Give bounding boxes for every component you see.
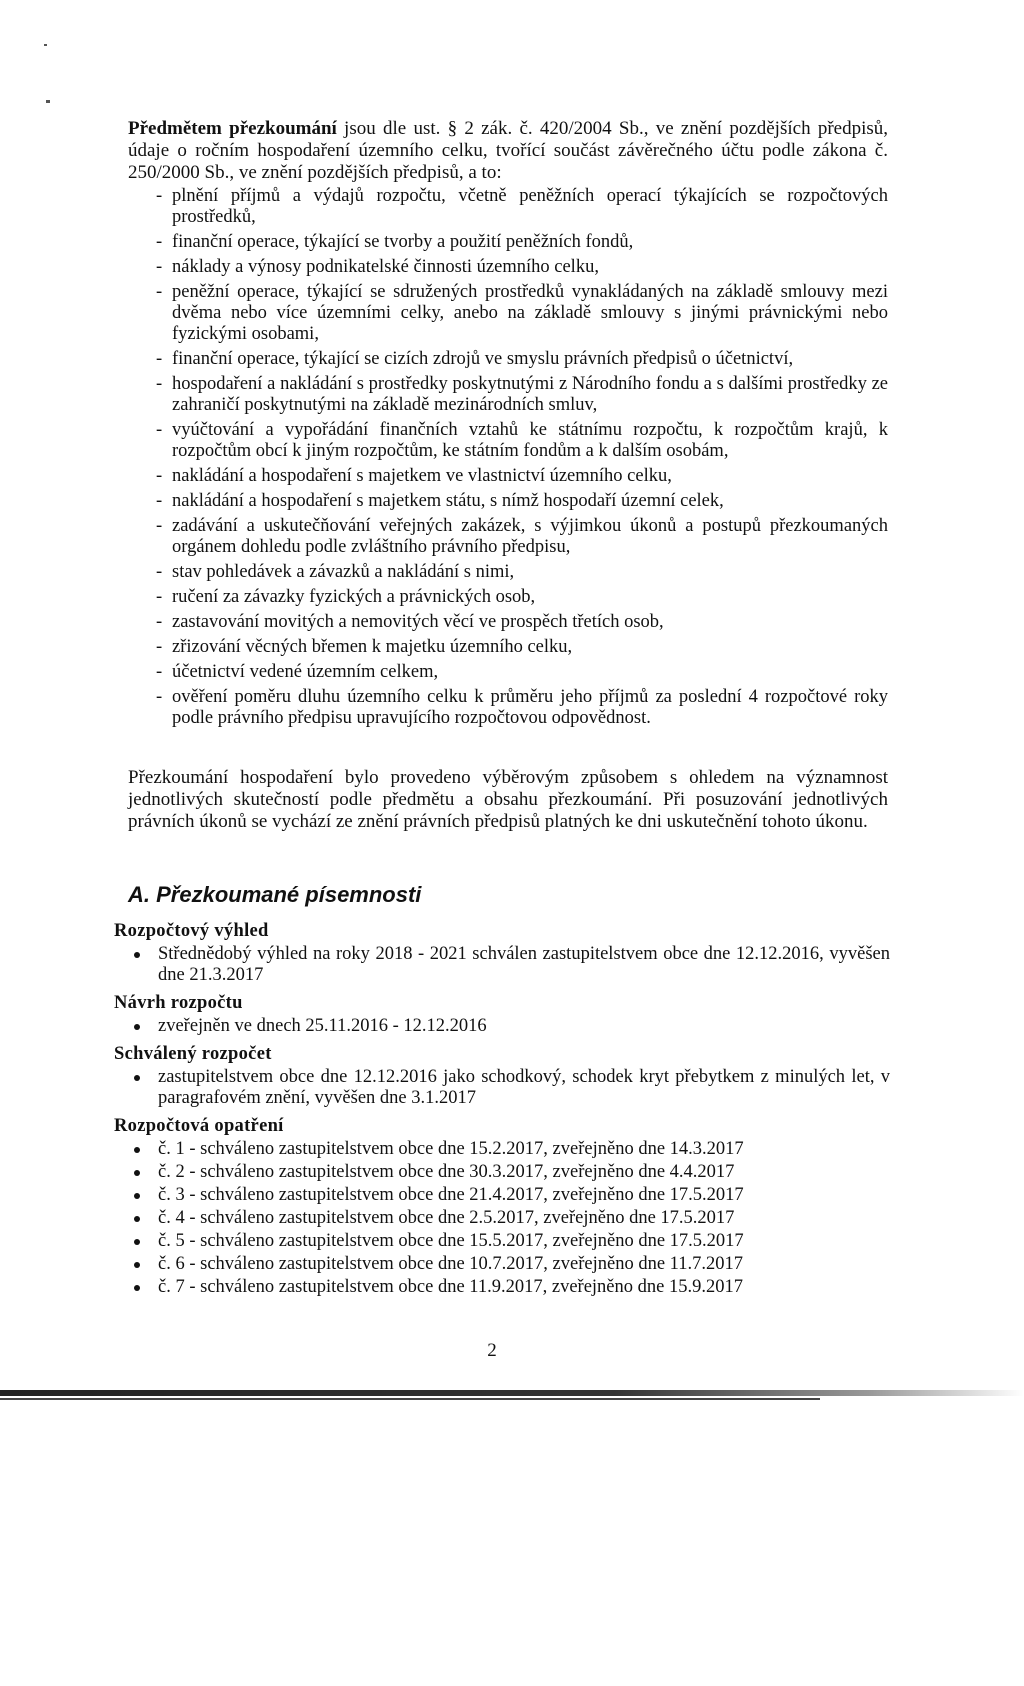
document-item xyxy=(114,944,890,986)
document-group-heading: Rozpočtová opatření xyxy=(114,1116,284,1136)
intro-paragraph xyxy=(128,118,888,184)
document-item xyxy=(114,1254,890,1275)
document-group-heading: Schválený rozpočet xyxy=(114,1044,272,1064)
document-group-list xyxy=(114,1139,890,1298)
scope-item: - nakládání a hospodaření s majetkem státu, s nímž hospodaří územní celek, xyxy=(128,491,888,512)
scan-edge-rule xyxy=(0,1390,1024,1396)
scope-item: - zadávání a uskutečňování veřejných zakázek, s výjimkou úkonů a postupů přezkoumaných orgánem dohledu podle zvláštního právního předpisu, xyxy=(128,516,888,558)
bullet-icon xyxy=(134,1193,140,1199)
section-a-title: A. Přezkoumané písemnosti xyxy=(128,882,422,907)
scope-item: - finanční operace, týkající se tvorby a použití peněžních fondů, xyxy=(128,232,888,253)
document-item xyxy=(114,1277,890,1298)
bullet-icon xyxy=(134,1285,140,1291)
method-paragraph: Přezkoumání hospodaření bylo provedeno výběrovým způsobem s ohledem na významnost jednotlivých skutečností podle předmětu a obsahu přezkoumání. Při posuzování jednotlivých právních úkonů se vychází ze znění právních předpisů platných ke dni uskutečnění tohoto úkonu. xyxy=(128,767,888,832)
bullet-icon xyxy=(134,1075,140,1081)
scope-list xyxy=(128,186,888,729)
scan-speck xyxy=(46,100,50,103)
scope-item: - peněžní operace, týkající se sdružených prostředků vynakládaných na základě smlouvy mezi dvěma nebo více územními celky, anebo na základě smlouvy s jinými právnickými nebo fyzickými osobami, xyxy=(128,282,888,345)
scope-item: - ručení za závazky fyzických a právnických osob, xyxy=(128,587,888,608)
document-item-text: č. 2 - schváleno zastupitelstvem obce dne 30.3.2017, zveřejněno dne 4.4.2017 xyxy=(158,1162,735,1182)
scope-item: - finanční operace, týkající se cizích zdrojů ve smyslu právních předpisů o účetnictví, xyxy=(128,349,888,370)
intro-block xyxy=(128,118,888,733)
bullet-icon xyxy=(134,1262,140,1268)
document-item xyxy=(114,1067,890,1109)
document-item-text: zveřejněn ve dnech 25.11.2016 - 12.12.2016 xyxy=(158,1016,487,1036)
document-item xyxy=(114,1185,890,1206)
bullet-icon xyxy=(134,1147,140,1153)
document-group-heading: Rozpočtový výhled xyxy=(114,921,269,941)
document-item xyxy=(114,1139,890,1160)
document-group-list xyxy=(114,1016,890,1037)
bullet-icon xyxy=(134,1024,140,1030)
document-item-text: č. 7 - schváleno zastupitelstvem obce dne 11.9.2017, zveřejněno dne 15.9.2017 xyxy=(158,1277,743,1297)
document-item-text: č. 4 - schváleno zastupitelstvem obce dne 2.5.2017, zveřejněno dne 17.5.2017 xyxy=(158,1208,735,1228)
bullet-icon xyxy=(134,1239,140,1245)
document-group-heading: Návrh rozpočtu xyxy=(114,993,243,1013)
intro-text: jsou dle ust. § 2 zák. č. 420/2004 Sb., ve znění pozdějších předpisů, údaje o ročním hospodaření územního celku, tvořící součást závěrečného účtu podle zákona č. 250/2000 Sb., ve znění pozdějších předpisů, a to: xyxy=(128,118,888,183)
document-item xyxy=(114,1208,890,1229)
document-item xyxy=(114,1016,890,1037)
document-group-list xyxy=(114,944,890,986)
scope-item: - zastavování movitých a nemovitých věcí ve prospěch třetích osob, xyxy=(128,612,888,633)
document-item xyxy=(114,1162,890,1183)
intro-bold-lead: Předmětem přezkoumání xyxy=(128,118,337,139)
document-item-text: Střednědobý výhled na roky 2018 - 2021 schválen zastupitelstvem obce dne 12.12.2016, vyvěšen dne 21.3.2017 xyxy=(158,944,890,985)
scan-speck xyxy=(44,44,47,46)
reviewed-documents xyxy=(114,916,890,1304)
scope-item: - plnění příjmů a výdajů rozpočtu, včetně peněžních operací týkajících se rozpočtových prostředků, xyxy=(128,186,888,228)
document-group-list xyxy=(114,1067,890,1109)
scope-item: - ověření poměru dluhu územního celku k průměru jeho příjmů za poslední 4 rozpočtové roky podle právního předpisu upravujícího rozpočtovou odpovědnost. xyxy=(128,687,888,729)
scope-item: - účetnictví vedené územním celkem, xyxy=(128,662,888,683)
scope-item: - stav pohledávek a závazků a nakládání s nimi, xyxy=(128,562,888,583)
scope-item: - hospodaření a nakládání s prostředky poskytnutými z Národního fondu a s dalšími prostředky ze zahraničí poskytnutými na základě mezinárodních smluv, xyxy=(128,374,888,416)
document-item-text: č. 6 - schváleno zastupitelstvem obce dne 10.7.2017, zveřejněno dne 11.7.2017 xyxy=(158,1254,743,1274)
bullet-icon xyxy=(134,1216,140,1222)
document-item-text: zastupitelstvem obce dne 12.12.2016 jako schodkový, schodek kryt přebytkem z minulých let, v paragrafovém znění, vyvěšen dne 3.1.2017 xyxy=(158,1067,890,1108)
document-item-text: č. 5 - schváleno zastupitelstvem obce dne 15.5.2017, zveřejněno dne 17.5.2017 xyxy=(158,1231,744,1251)
page-number: 2 xyxy=(487,1340,497,1361)
bullet-icon xyxy=(134,952,140,958)
document-item xyxy=(114,1231,890,1252)
scan-edge-rule xyxy=(0,1398,820,1400)
bullet-icon xyxy=(134,1170,140,1176)
document-item-text: č. 1 - schváleno zastupitelstvem obce dne 15.2.2017, zveřejněno dne 14.3.2017 xyxy=(158,1139,744,1159)
document-item-text: č. 3 - schváleno zastupitelstvem obce dne 21.4.2017, zveřejněno dne 17.5.2017 xyxy=(158,1185,744,1205)
scope-item: - nakládání a hospodaření s majetkem ve vlastnictví územního celku, xyxy=(128,466,888,487)
scope-item: - zřizování věcných břemen k majetku územního celku, xyxy=(128,637,888,658)
scope-item: - vyúčtování a vypořádání finančních vztahů ke státnímu rozpočtu, k rozpočtům krajů, k rozpočtům obcí k jiným rozpočtům, ke státním fondům a k dalším osobám, xyxy=(128,420,888,462)
scope-item: - náklady a výnosy podnikatelské činnosti územního celku, xyxy=(128,257,888,278)
